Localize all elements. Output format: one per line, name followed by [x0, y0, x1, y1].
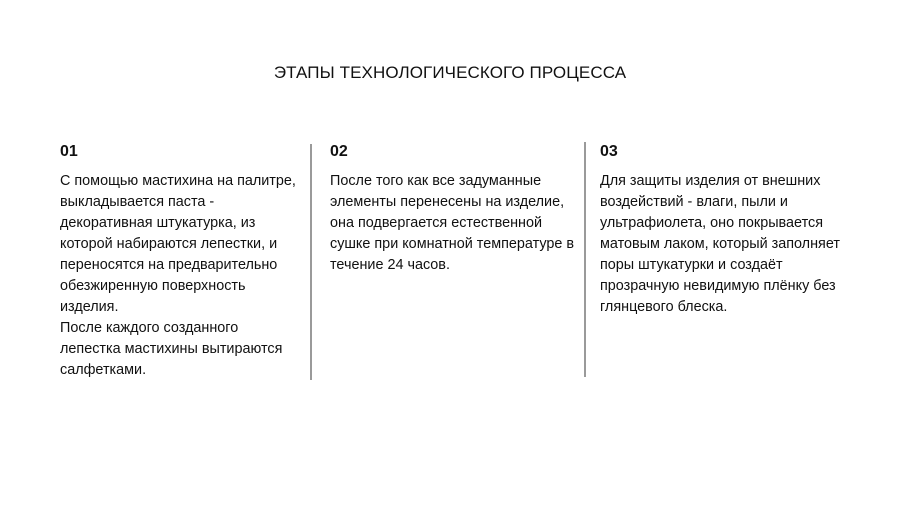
step-paragraph: После каждого созданного лепестка мастихины вытираются салфетками. [60, 320, 283, 378]
step-number: 02 [330, 143, 348, 160]
step-description [60, 171, 300, 381]
step-3 [600, 142, 840, 318]
step-description [600, 171, 840, 318]
page-title: ЭТАПЫ ТЕХНОЛОГИЧЕСКОГО ПРОЦЕССА [273, 63, 627, 82]
step-paragraph: Для защиты изделия от внешних воздействий - влаги, пыли и ультрафиолета, оно покрывается матовым лаком, который заполняет поры штукатурки и создаёт прозрачную невидимую плёнку без глянцевого блеска. [600, 173, 840, 315]
step-paragraph: После того как все задуманные элементы перенесены на изделие, она подвергается естественной сушке при комнатной температуре в течение 24 часов. [330, 173, 575, 273]
column-divider [310, 144, 312, 380]
step-number: 03 [600, 143, 618, 160]
step-description [330, 171, 575, 276]
step-paragraph: С помощью мастихина на палитре, выкладывается паста - декоративная штукатурка, из которой набираются лепестки, и переносятся на предварительно обезжиренную поверхность изделия. [60, 173, 296, 315]
step-2 [330, 142, 575, 276]
column-divider [584, 142, 586, 377]
step-number: 01 [60, 143, 78, 160]
step-1 [60, 142, 300, 381]
